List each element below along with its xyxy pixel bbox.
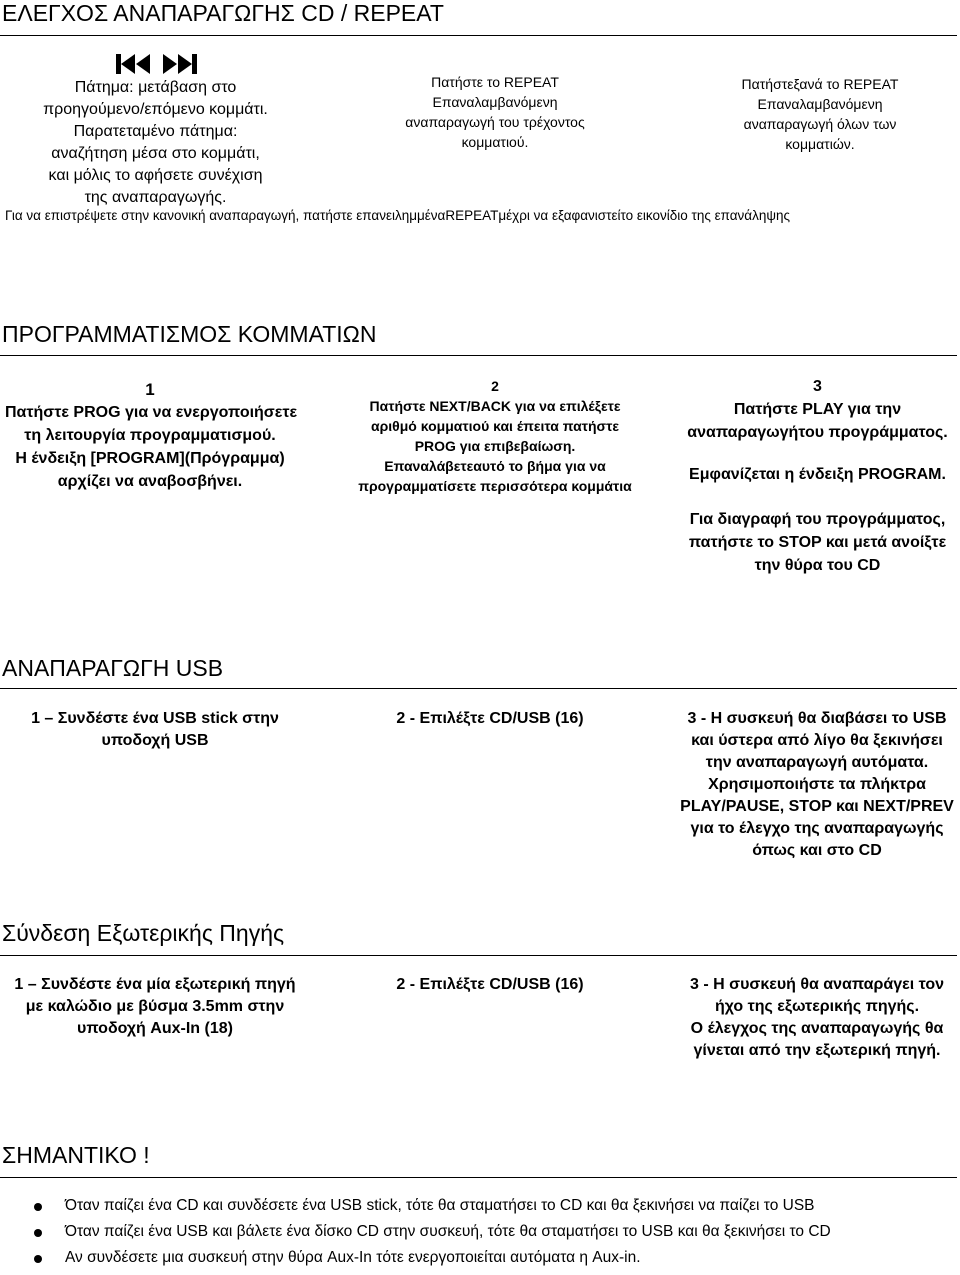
usb-step-3: [672, 708, 960, 862]
step-line: υποδοχή Aux-In (18): [77, 1020, 233, 1037]
aux-step-1: [10, 974, 300, 1040]
step-line: γίνεται από την εξωτερική πηγή.: [693, 1042, 941, 1059]
step-line: όπως και στο CD: [752, 842, 882, 859]
repeat-all-line: Επαναλαμβανόμενη: [757, 96, 883, 112]
step-line: PLAY/PAUSE, STOP και NEXT/PREV: [680, 798, 954, 815]
section-title-usb: ΑΝΑΠΑΡΑΓΩΓΗ USB: [2, 655, 224, 681]
step-line: υποδοχή USB: [101, 732, 209, 749]
usb-step-1: [10, 708, 300, 752]
program-step-3: [680, 375, 955, 444]
step-line: 1 – Συνδέστε ένα USB stick στην: [31, 710, 279, 727]
note-text: Αν συνδέσετε μια συσκευή στην θύρα Aux-In τότε ενεργοποιείται αυτόματα η Aux-in.: [65, 1249, 641, 1266]
delete-line: Για διαγραφή του προγράμματος,: [689, 511, 946, 528]
repeat-one-line: Πατήστε το REPEAT: [431, 74, 559, 90]
step-line: 3 - Η συσκευή θα αναπαράγει τον: [690, 976, 944, 993]
step-line: αρχίζει να αναβοσβήνει.: [57, 473, 243, 490]
step-line: PROG για επιβεβαίωση.: [414, 438, 576, 454]
repeat-one-description: [375, 72, 615, 152]
program-delete-note: [680, 508, 955, 577]
section-title-program: ΠΡΟΓΡΑΜΜΑΤΙΣΜΟΣ ΚΟΜΜΑΤΙΩΝ: [2, 321, 377, 347]
repeat-one-line: Επαναλαμβανόμενη: [432, 94, 558, 110]
aux-step-3: [672, 974, 960, 1062]
step-line: Η ένδειξη [PROGRAM](Πρόγραμμα): [15, 450, 285, 467]
skip-line: της αναπαραγωγής.: [84, 189, 227, 206]
section-title-important: ΣΗΜΑΝΤΙΚΟ !: [2, 1142, 150, 1168]
bullet-icon: [34, 1229, 42, 1237]
step-line: με καλώδιο με βύσμα 3.5mm στην: [25, 998, 285, 1015]
step-line: Πατήστε NEXT/BACK για να επιλέξετε: [369, 398, 621, 414]
step-line: Πατήστε PLAY για την: [733, 401, 902, 418]
step-line: για το έλεγχο της αναπαραγωγής: [690, 820, 944, 837]
delete-line: την θύρα του CD: [754, 557, 881, 574]
step-line: 1 – Συνδέστε ένα μία εξωτερική πηγή: [14, 976, 296, 993]
step-line: προγραμματίσετε περισσότερα κομμάτια: [358, 478, 632, 494]
step-line: Πατήστε PROG για να ενεργοποιήσετε: [5, 404, 298, 421]
step-line: ήχο της εξωτερικής πηγής.: [714, 998, 920, 1015]
list-item: [34, 1223, 954, 1249]
usb-step-2: [345, 708, 635, 730]
step-line: 2 - Επιλέξτε CD/USB (16): [396, 710, 584, 727]
important-notes-list: [34, 1197, 954, 1275]
step-number: 2: [491, 378, 499, 394]
bullet-icon: [34, 1255, 42, 1263]
section-divider: [0, 1177, 957, 1178]
step-line: 2 - Επιλέξτε CD/USB (16): [396, 976, 584, 993]
skip-line: Παρατεταμένο πάτημα:: [73, 123, 238, 140]
list-item: [34, 1249, 954, 1275]
program-indicator-note: Εμφανίζεται η ένδειξη PROGRAM.: [689, 466, 946, 483]
skip-line: προηγούμενο/επόμενο κομμάτι.: [43, 101, 268, 118]
step-number: 3: [813, 378, 822, 395]
step-line: και ύστερα από λίγο θα ξεκινήσει: [691, 732, 943, 749]
section-divider: [0, 355, 957, 356]
skip-line: Πάτημα: μετάβαση στο: [74, 79, 237, 96]
step-line: αριθμό κομματιού και έπειτα πατήστε: [371, 418, 619, 434]
repeat-all-line: αναπαραγωγή όλων των: [743, 116, 897, 132]
repeat-one-line: κομματιού.: [461, 134, 529, 150]
step-line: Χρησιμοποιήστε τα πλήκτρα: [708, 776, 926, 793]
previous-next-icon: [115, 53, 199, 75]
list-item: [34, 1197, 954, 1223]
step-line: αναπαραγωγήτου προγράμματος.: [687, 424, 948, 441]
section-title-aux: Σύνδεση Εξωτερικής Πηγής: [2, 920, 285, 946]
note-text: Όταν παίζει ένα CD και συνδέσετε ένα USB stick, τότε θα σταματήσει το CD και θα ξεκινήσει να παίζει το USB: [65, 1197, 815, 1214]
note-text: Όταν παίζει ένα USB και βάλετε ένα δίσκο CD στην συσκευή, τότε θα σταματήσει το USB και θα ξεκινήσει το CD: [65, 1223, 831, 1240]
section-divider: [0, 955, 957, 956]
repeat-all-description: [710, 74, 930, 154]
aux-step-2: [345, 974, 635, 996]
step-line: Επαναλάβετεαυτό το βήμα για να: [384, 458, 606, 474]
step-line: Ο έλεγχος της αναπαραγωγής θα: [690, 1020, 944, 1037]
program-step-2: [345, 376, 645, 496]
skip-line: και μόλις το αφήσετε συνέχιση: [48, 167, 263, 184]
delete-line: πατήστε το STOP και μετά ανοίξτε: [688, 534, 947, 551]
section-divider: [0, 688, 957, 689]
step-line: την αναπαραγωγή αυτόματα.: [705, 754, 929, 771]
skip-line: αναζήτηση μέσα στο κομμάτι,: [51, 145, 260, 162]
repeat-all-line: Πατήστεξανά το REPEAT: [741, 76, 899, 92]
section-title-repeat: ΕΛΕΓΧΟΣ ΑΝΑΠΑΡΑΓΩΓΗΣ CD / REPEAT: [2, 0, 444, 26]
repeat-all-line: κομματιών.: [785, 136, 855, 152]
program-step-1: [5, 378, 298, 493]
skip-description: [18, 77, 293, 209]
normal-playback-note: Για να επιστρέψετε στην κανονική αναπαραγωγή, πατήστε επανειλημμέναREPEATμέχρι να εξαφανιστείτο εικονίδιο της επανάληψης: [5, 208, 791, 223]
section-divider: [0, 35, 957, 36]
step-number: 1: [145, 380, 155, 399]
step-line: 3 - Η συσκευή θα διαβάσει το USB: [687, 710, 947, 727]
repeat-one-line: αναπαραγωγή του τρέχοντος: [405, 114, 585, 130]
bullet-icon: [34, 1203, 42, 1211]
step-line: τη λειτουργία προγραμματισμού.: [24, 427, 276, 444]
